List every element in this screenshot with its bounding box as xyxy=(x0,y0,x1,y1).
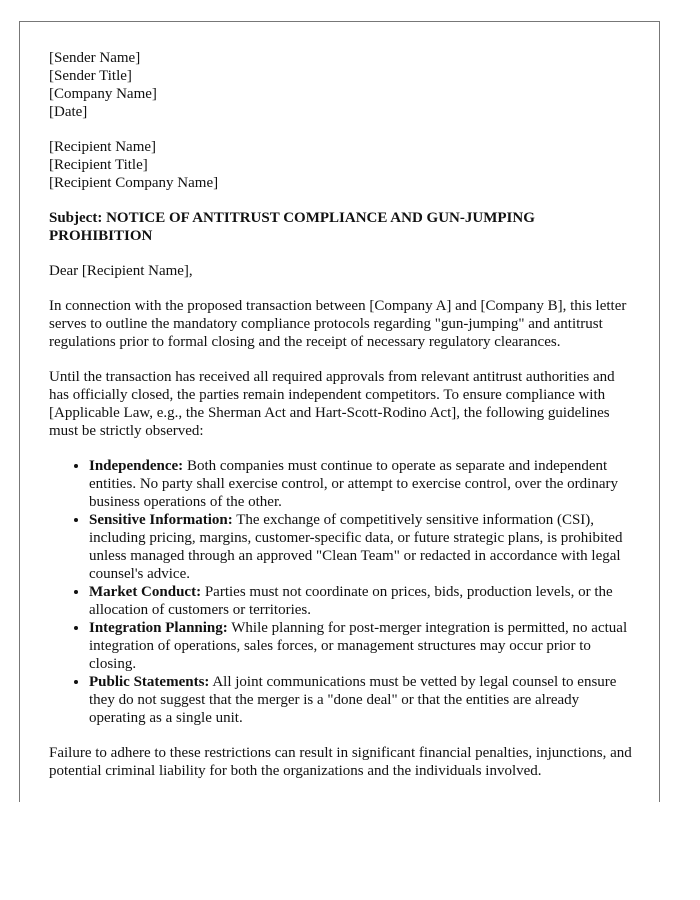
guidelines-list xyxy=(49,457,634,727)
sender-company: [Company Name] xyxy=(49,86,157,102)
list-item xyxy=(89,619,634,673)
list-item xyxy=(89,457,634,511)
recipient-company: [Recipient Company Name] xyxy=(49,175,219,191)
recipient-name: [Recipient Name] xyxy=(49,139,157,155)
guideline-text: While planning for post-merger integration is permitted, no actual integration of operations, sales forces, or management structures may occur prior to closing. xyxy=(89,620,628,672)
recipient-title: [Recipient Title] xyxy=(49,157,148,173)
recipient-block xyxy=(49,138,634,192)
guideline-title: Public Statements: xyxy=(89,674,210,690)
list-item xyxy=(89,673,634,727)
guideline-title: Independence: xyxy=(89,458,184,474)
guideline-text: All joint communications must be vetted by legal counsel to ensure they do not suggest that the merger is a "done deal" or that the entities are already operating as a single unit. xyxy=(89,674,617,726)
subject-line xyxy=(49,209,634,245)
list-item xyxy=(89,583,634,619)
until-paragraph: Until the transaction has received all required approvals from relevant antitrust authorities and has officially closed, the parties remain independent competitors. To ensure compliance with [Applicable Law, e.g., the Sherman Act and Hart-Scott-Rodino Act], the following guidelines must be strictly observed: xyxy=(49,369,615,439)
letter-date: [Date] xyxy=(49,104,88,120)
subject-label: Subject: xyxy=(49,210,103,226)
guideline-text: Both companies must continue to operate as separate and independent entities. No party shall exercise control, or attempt to exercise control, over the ordinary business operations of the other. xyxy=(89,458,618,510)
salutation: Dear [Recipient Name], xyxy=(49,263,193,279)
sender-name: [Sender Name] xyxy=(49,50,141,66)
guideline-title: Integration Planning: xyxy=(89,620,228,636)
list-item xyxy=(89,511,634,583)
guideline-text: The exchange of competitively sensitive information (CSI), including pricing, margins, customer-specific data, or future strategic plans, is prohibited unless managed through an approved "Clean Team" or redacted in accordance with legal counsel's advice. xyxy=(89,512,623,582)
letter-page xyxy=(19,21,660,802)
subject-text: NOTICE OF ANTITRUST COMPLIANCE AND GUN-JUMPING PROHIBITION xyxy=(49,210,535,244)
failure-paragraph: Failure to adhere to these restrictions can result in significant financial penalties, injunctions, and potential criminal liability for both the organizations and the individuals involved. xyxy=(49,745,632,779)
guideline-text: Parties must not coordinate on prices, bids, production levels, or the allocation of customers or territories. xyxy=(89,584,613,618)
guideline-title: Market Conduct: xyxy=(89,584,202,600)
sender-block xyxy=(49,49,634,121)
guideline-title: Sensitive Information: xyxy=(89,512,233,528)
letter-body xyxy=(49,49,634,780)
sender-title: [Sender Title] xyxy=(49,68,132,84)
intro-paragraph: In connection with the proposed transaction between [Company A] and [Company B], this letter serves to outline the mandatory compliance protocols regarding "gun-jumping" and antitrust regulations prior to formal closing and the receipt of necessary regulatory clearances. xyxy=(49,298,627,350)
